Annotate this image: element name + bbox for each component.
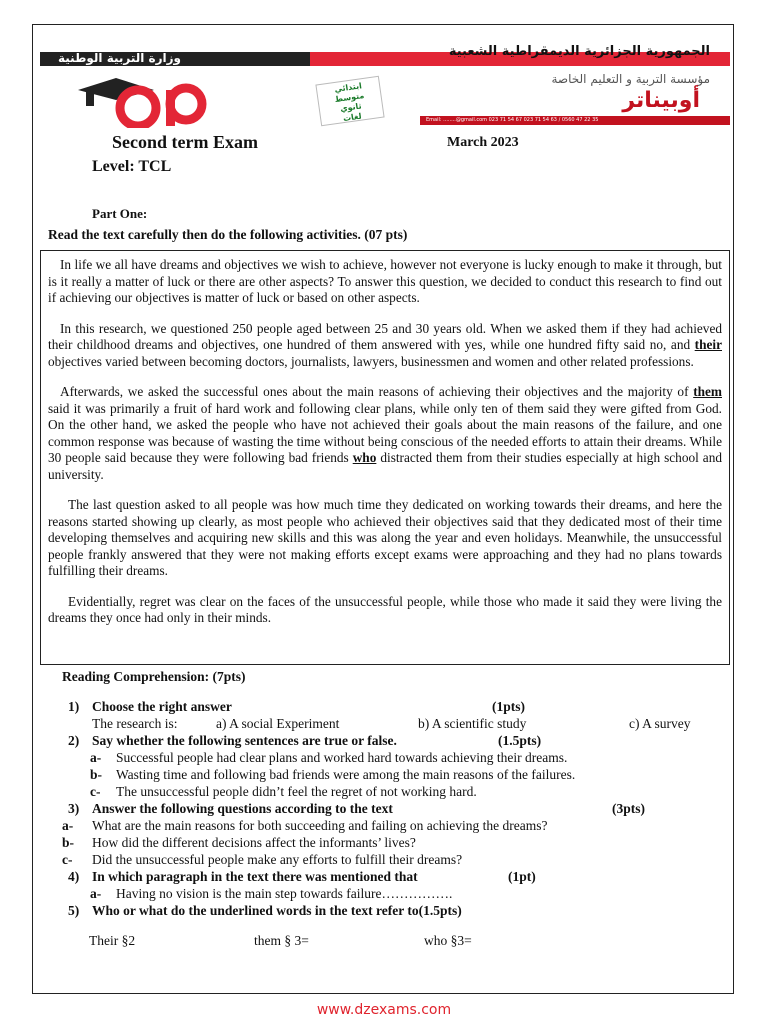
- exam-date: March 2023: [447, 135, 519, 150]
- question-points: (1pt): [508, 869, 536, 884]
- question-1-options: [66, 715, 716, 732]
- underlined-word-them: them: [693, 384, 722, 399]
- question-points: (1pts): [492, 699, 525, 714]
- paragraph-4: The last question asked to all people was how much time they dedicated on working towards their dreams, and here the reasons started showing up clearly, as most people who achieved their objectives said that they dedicated most of their time developing themselves and acquiring new skills and this was along the year and even holidays. Meanwhile, the unsuccessful people frankly answered that they were not making efforts except exams were approaching and they had no plans towards fulfilling their dreams.: [48, 497, 722, 578]
- exam-title: Second term Exam: [112, 132, 258, 152]
- text-span: In this research, we questioned 250 people aged between 25 and 30 years old. When we asked them if they had achieved their childhood dreams and objectives, one hundred of them answered with yes, while one hundred fifty said no, and: [48, 320, 722, 352]
- item-text: Having no vision is the main step towards failure…………….: [116, 886, 453, 901]
- item-text: How did the different decisions affect the informants’ lives?: [92, 835, 416, 850]
- option-stem: The research is:: [92, 716, 178, 731]
- school-logo-icon: [58, 68, 238, 128]
- question-points: (3pts): [612, 801, 645, 816]
- question-text: Choose the right answer: [92, 699, 232, 714]
- badge-line: لغات: [342, 111, 363, 124]
- list-item: [66, 766, 716, 783]
- part-heading: Part One:: [92, 206, 148, 221]
- school-header: [40, 44, 730, 126]
- question-1: [66, 698, 716, 715]
- item-text: Did the unsuccessful people make any efforts to fulfill their dreams?: [92, 852, 463, 867]
- question-number: 5): [68, 903, 80, 918]
- item-label: a-: [62, 818, 74, 833]
- footer-site-link[interactable]: www.dzexams.com: [316, 1002, 452, 1018]
- paragraph-5: Evidentially, regret was clear on the faces of the unsuccessful people, while those who made it said they were living the dreams they once had only in their minds.: [48, 593, 722, 625]
- levels-badge: [315, 76, 384, 126]
- exam-level: Level: TCL: [92, 158, 172, 175]
- reading-passage: [40, 250, 730, 665]
- question-3: [66, 800, 716, 817]
- item-label: b-: [62, 835, 75, 850]
- question-4: [66, 868, 716, 885]
- list-item: [62, 834, 716, 851]
- option-c: c) A survey: [629, 716, 691, 731]
- question-number: 2): [68, 733, 80, 748]
- item-label: b-: [90, 767, 103, 782]
- item-text: The unsuccessful people didn’t feel the regret of not working hard.: [116, 784, 477, 799]
- badge-line: متوسط: [334, 91, 365, 105]
- item-text: Wasting time and following bad friends were among the main reasons of the failures.: [116, 767, 576, 782]
- question-points: (1.5pts): [498, 733, 542, 748]
- underlined-word-their: their: [694, 337, 722, 352]
- reference-their: Their §2: [89, 933, 136, 948]
- paragraph-3: [48, 384, 722, 483]
- badge-line: ثانوي: [339, 101, 363, 114]
- list-item: [66, 885, 716, 902]
- reference-them: them § 3=: [254, 933, 309, 948]
- item-label: c-: [62, 852, 73, 867]
- question-text: Answer the following questions according to the text: [92, 801, 393, 816]
- question-number: 3): [68, 801, 80, 816]
- questions: [62, 698, 716, 919]
- question-number: 4): [68, 869, 80, 884]
- instruction: Read the text carefully then do the following activities. (07 pts): [48, 227, 408, 242]
- item-text: What are the main reasons for both succeeding and failing on achieving the dreams?: [92, 818, 548, 833]
- badge-line: ابتدائي: [333, 81, 363, 95]
- item-label: c-: [90, 784, 101, 799]
- option-b: b) A scientific study: [418, 716, 527, 731]
- question-text: In which paragraph in the text there was mentioned that: [92, 869, 418, 884]
- republic-label: الجمهورية الجزائرية الديمقراطية الشعبية: [448, 44, 710, 59]
- item-text: Successful people had clear plans and worked hard towards achieving their dreams.: [116, 750, 568, 765]
- item-label: a-: [90, 886, 102, 901]
- institution-label: مؤسسة التربية و التعليم الخاصة: [551, 72, 710, 86]
- question-number: 1): [68, 699, 80, 714]
- question-text: Who or what do the underlined words in the text refer to(1.5pts): [92, 903, 462, 918]
- reference-who: who §3=: [424, 933, 472, 948]
- list-item: [66, 783, 716, 800]
- question-2: [66, 732, 716, 749]
- paragraph-2: [48, 321, 722, 371]
- text-span: distracted them from their studies especially at high school and university.: [48, 450, 722, 482]
- list-item: [62, 817, 716, 834]
- list-item: [62, 851, 716, 868]
- text-span: objectives varied between becoming doctors, journalists, lawyers, businessmen and women and other related professions.: [48, 353, 694, 369]
- option-a: a) A social Experiment: [216, 716, 340, 731]
- ministry-label: وزارة التربية الوطنية: [58, 51, 182, 65]
- underlined-word-who: who: [352, 450, 377, 465]
- school-name: أوبيناتر: [622, 88, 700, 113]
- question-text: Say whether the following sentences are true or false.: [92, 733, 397, 748]
- text-span: said it was primarily a fruit of hard work and following clear plans, while only ten of them said they were gifted from God. On the other hand, we asked the people who have not achieved their goals about the main reasons of the failure, and one common response was because of wasting the time without being conscious of the needed efforts to attain their dreams. While 30 people said because they were following bad friends: [48, 400, 722, 465]
- text-span: Afterwards, we asked the successful ones about the main reasons of achieving their objectives and the majority of: [60, 384, 694, 399]
- question-5: [66, 902, 716, 919]
- list-item: [66, 749, 716, 766]
- paragraph-1: In life we all have dreams and objectives we wish to achieve, however not everyone is lucky enough to make it through, but is it really a matter of luck or there are other aspects? To answer this question, we decided to conduct this research to find out if achieving our objectives is matter of luck or based on other aspects.: [48, 257, 722, 305]
- comprehension-title: Reading Comprehension: (7pts): [62, 669, 246, 684]
- contact-strip: Email: ........@gmail.com 023 71 54 67 023 71 54 63 / 0560 47 22 35: [420, 116, 730, 125]
- item-label: a-: [90, 750, 102, 765]
